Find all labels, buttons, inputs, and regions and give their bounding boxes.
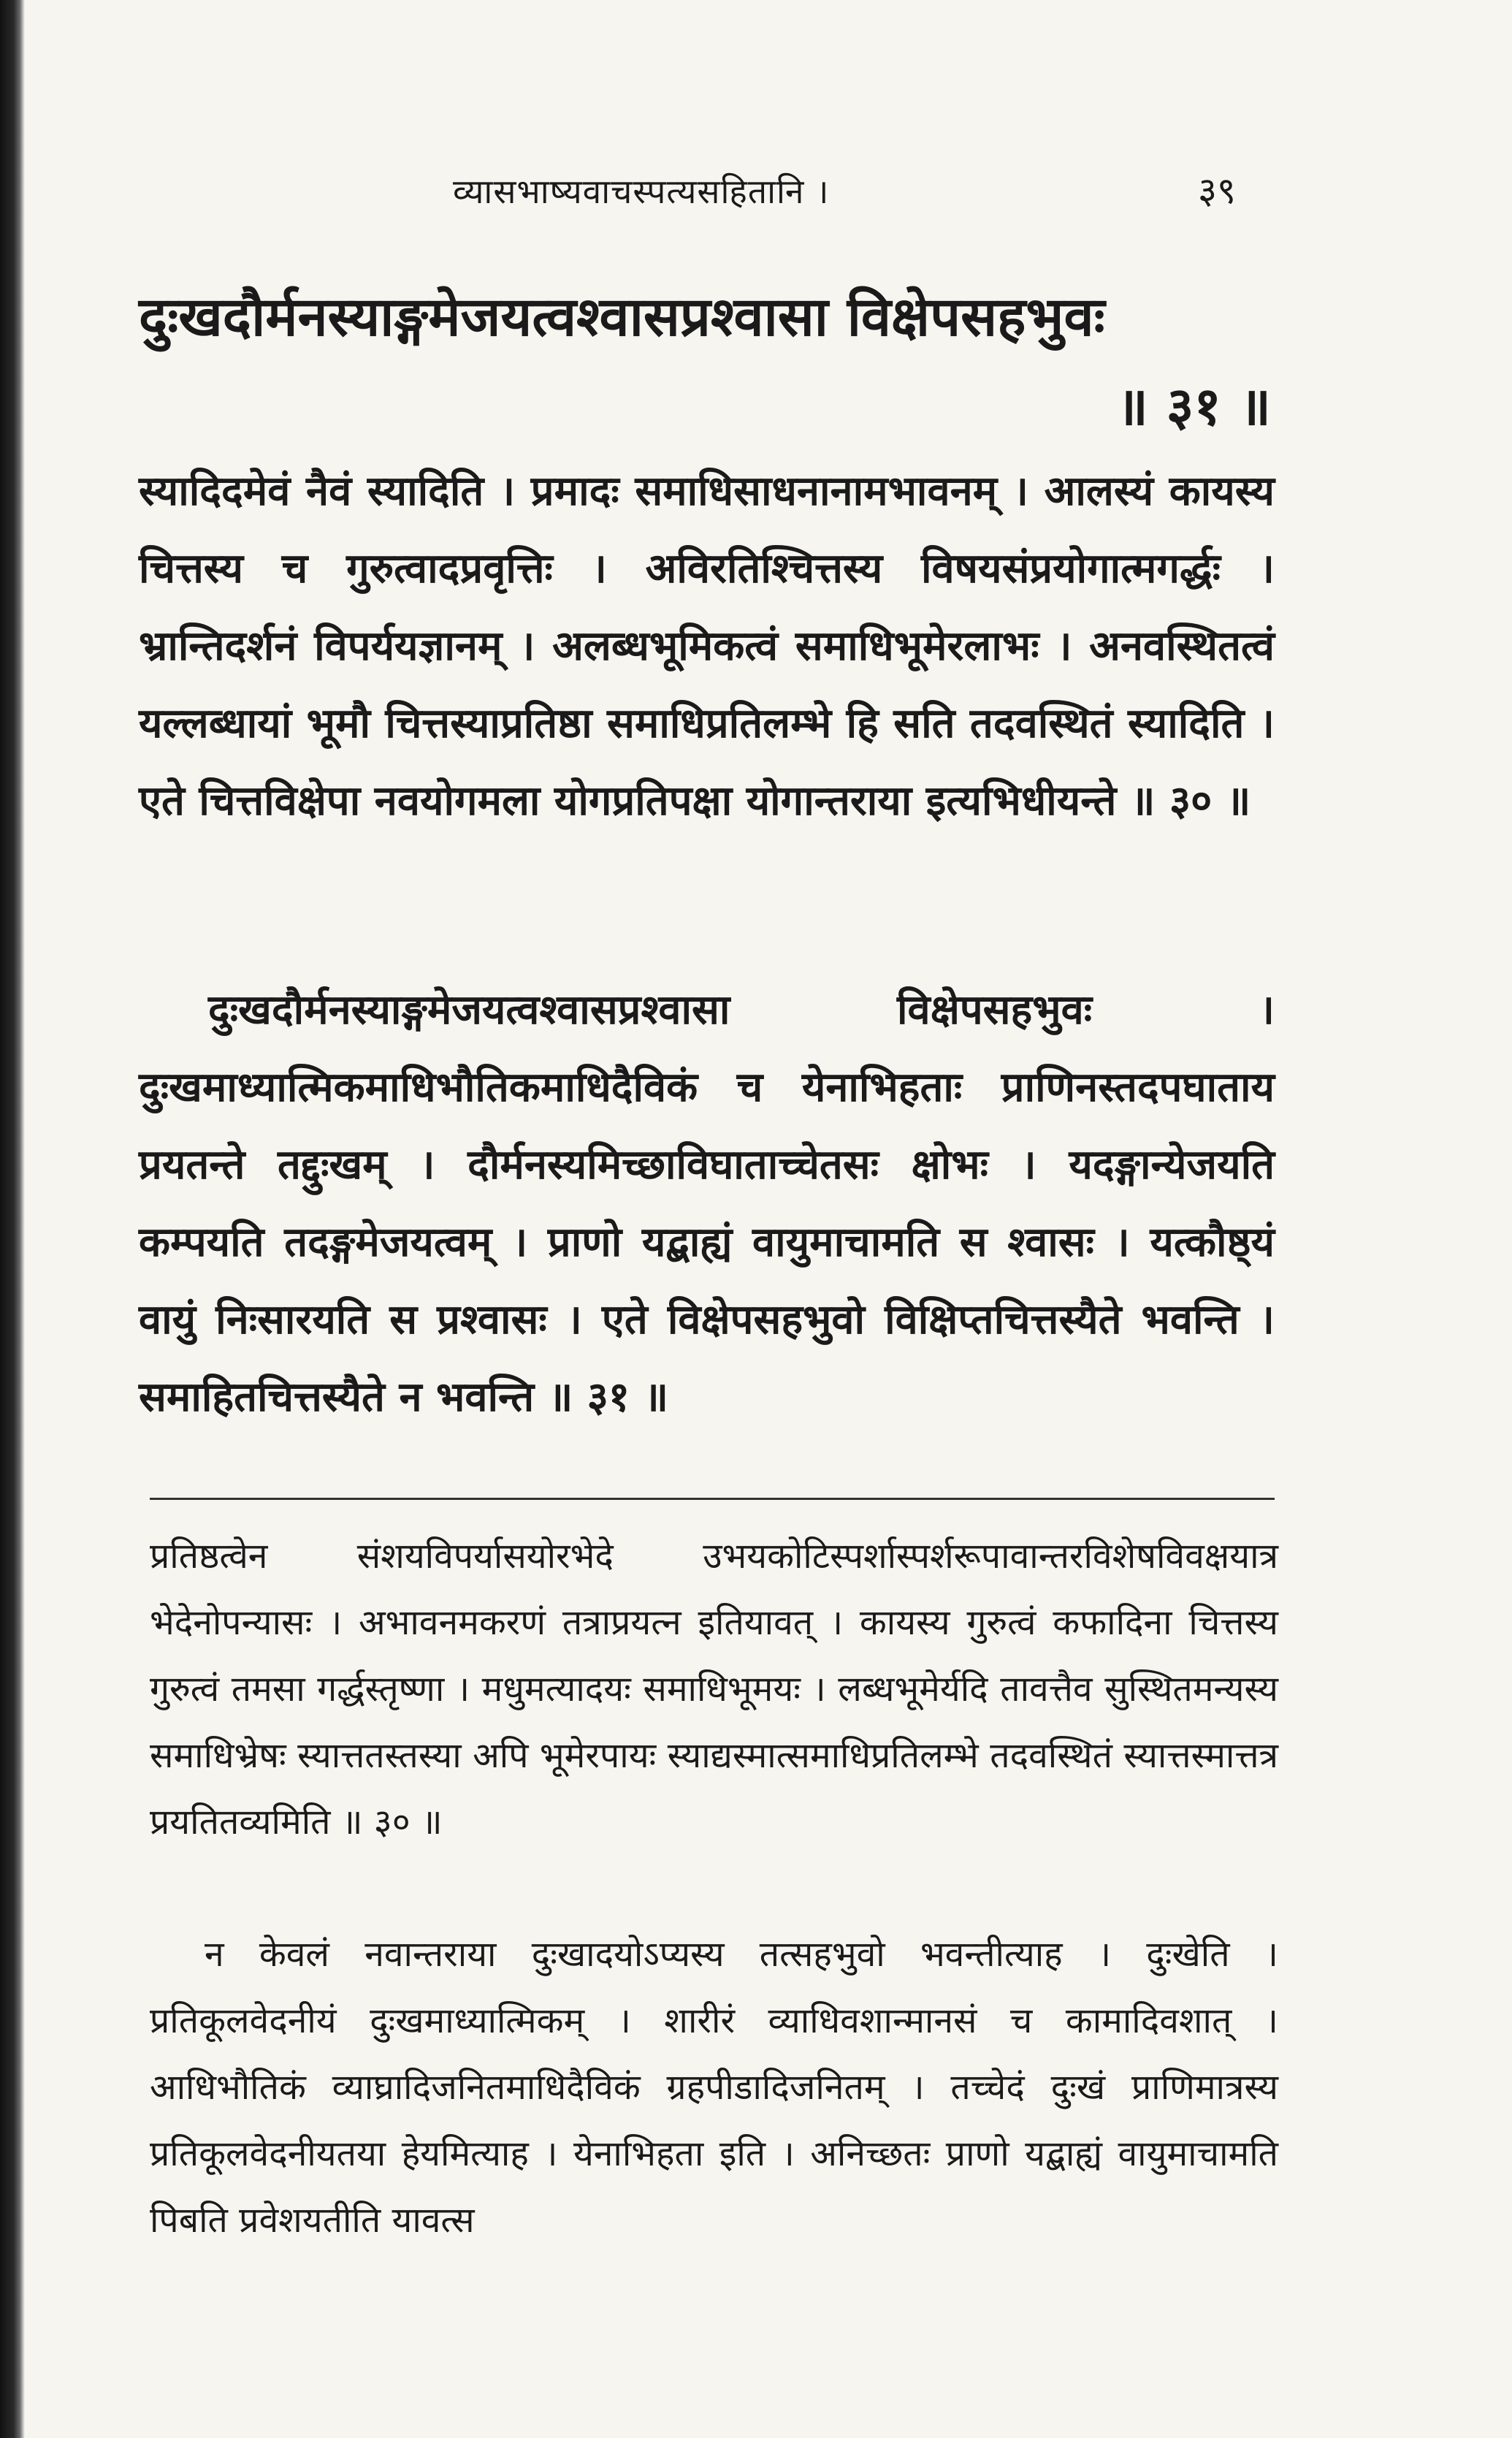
running-title: व्यासभाष्यवाचस्पत्यसहितानि । (453, 172, 830, 211)
section-divider (150, 1498, 1275, 1500)
bhashya-paragraph-2: दुःखदौर्मनस्याङ्गमेजयत्वश्वासप्रश्वासा विक्षेपसहभुवः । दुःखमाध्यात्मिकमाधिभौतिकमाधिदैविकं च येनाभिहताः प्राणिनस्तदपघाताय प्रयतन्ते तद्दुःखम् । दौर्मनस्यमिच्छाविघाताच्चेतसः क्षोभः । यदङ्गान्येजयति कम्पयति तदङ्गमेजयत्वम् । प्राणो यद्बाह्यं वायुमाचामति स श्वासः । यत्कौष्ठ्यं वायुं निःसारयति स प्रश्वासः । एते विक्षेपसहभुवो विक्षिप्तचित्तस्यैते भवन्ति । समाहितचित्तस्यैते न भवन्ति ॥ ३१ ॥ (139, 986, 1275, 1421)
commentary-paragraph-1: प्रतिष्ठत्वेन संशयविपर्यासयोरभेदे उभयकोटिस्पर्शास्पर्शरूपावान्तरविशेषविवक्षयात्र भेदेनोपन्यासः । अभावनमकरणं तत्राप्रयत्न इतियावत् । कायस्य गुरुत्वं कफादिना चित्तस्य गुरुत्वं तमसा गर्द्धस्तृष्णा । मधुमत्यादयः समाधिभूमयः । लब्धभूमेर्यदि तावत्तैव सुस्थितमन्यस्य समाधिभ्रेषः स्यात्ततस्तस्या अपि भूमेरपायः स्याद्यस्मात्समाधिप्रतिलम्भे तदवस्थितं स्यात्तस्मात्तत्र प्रयतितव्यमिति ॥ ३० ॥ (150, 1536, 1278, 1843)
commentary-paragraph-2: न केवलं नवान्तराया दुःखादयोऽप्यस्य तत्सहभुवो भवन्तीत्याह । दुःखेति । प्रतिकूलवेदनीयं दुःखमाध्यात्मिकम् । शारीरं व्याधिवशान्मानसं च कामादिवशात् । आधिभौतिकं व्याघ्रादिजनितमाधिदैविकं ग्रहपीडादिजनितम् । तच्चेदं दुःखं प्राणिमात्रस्य प्रतिकूलवेदनीयतया हेयमित्याह । येनाभिहता इति । अनिच्छतः प्राणो यद्बाह्यं वायुमाचामति पिबति प्रवेशयतीति यावत्स (150, 1934, 1278, 2241)
sutra-heading: दुःखदौर्मनस्याङ्गमेजयत्वश्वासप्रश्वासा विक्षेपसहभुवः (139, 286, 1105, 348)
bhashya-paragraph-1: स्यादिदमेवं नैवं स्यादिति । प्रमादः समाधिसाधनानामभावनम् । आलस्यं कायस्य चित्तस्य च गुरुत्वादप्रवृत्तिः । अविरतिश्चित्तस्य विषयसंप्रयोगात्मगर्द्धः । भ्रान्तिदर्शनं विपर्ययज्ञानम् । अलब्धभूमिकत्वं समाधिभूमेरलाभः । अनवस्थितत्वं यल्लब्धायां भूमौ चित्तस्याप्रतिष्ठा समाधिप्रतिलम्भे हि सति तदवस्थितं स्यादिति । एते चित्तविक्षेपा नवयोगमला योगप्रतिपक्षा योगान्तराया इत्यभिधीयन्ते ॥ ३० ॥ (139, 468, 1275, 825)
sutra-number: ॥ ३१ ॥ (1116, 376, 1271, 437)
page-number: ३९ (1198, 169, 1236, 212)
